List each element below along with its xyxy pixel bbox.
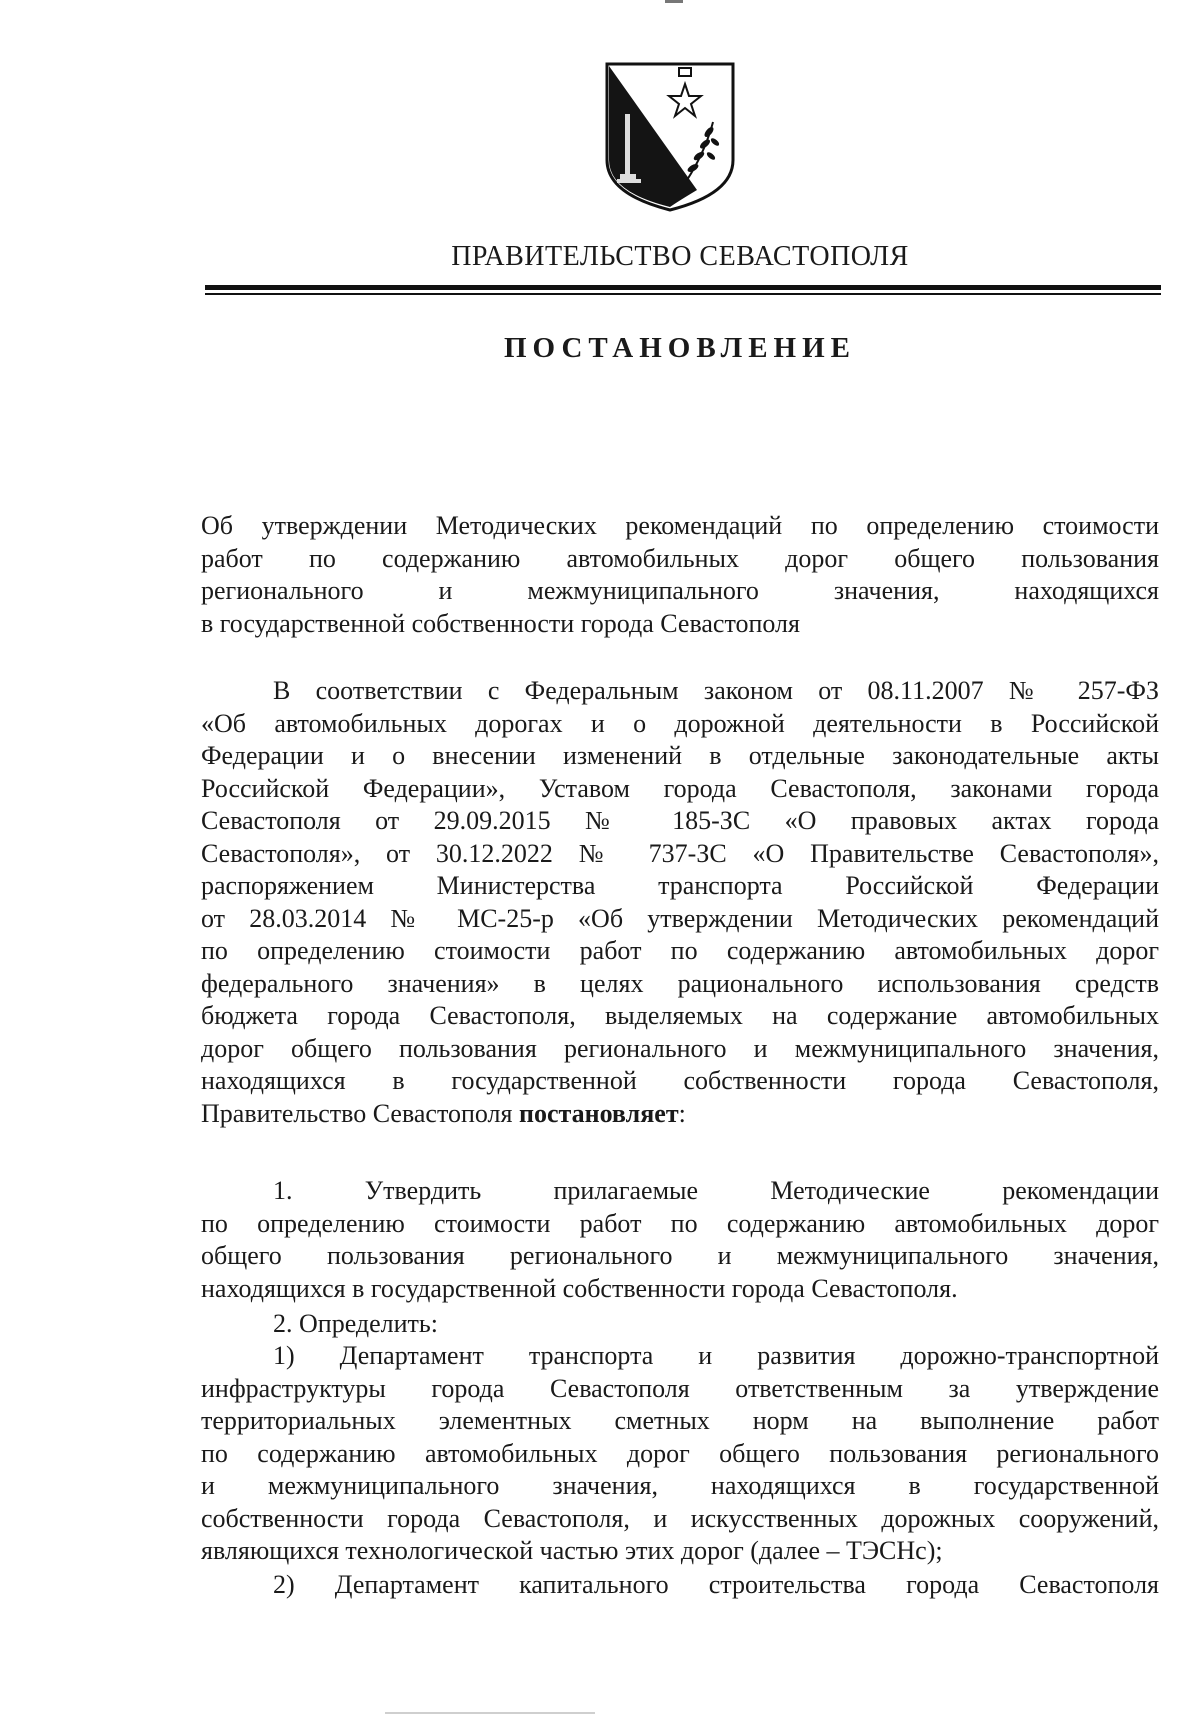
scan-artifact-bottom — [385, 1712, 595, 1714]
preamble-line: В соответствии с Федеральным законом от 08.11.2007 № 257-ФЗ — [273, 676, 1159, 705]
header-divider-thin — [205, 293, 1161, 295]
item-2-sub-1-line: территориальных элементных сметных норм на выполнение работ — [201, 1406, 1159, 1435]
preamble-line: находящихся в государственной собственности города Севастополя, — [201, 1066, 1159, 1095]
preamble-line: от 28.03.2014 № МС-25-р «Об утверждении Методических рекомендаций — [201, 903, 1159, 933]
preamble-line: дорог общего пользования регионального и межмуниципального значения, — [201, 1033, 1159, 1063]
item-2-sub-1-line: и межмуниципального значения, находящихся в государственной — [201, 1471, 1159, 1500]
subject-line: работ по содержанию автомобильных дорог общего пользования — [201, 543, 1159, 573]
preamble-line: Севастополя», от 30.12.2022 № 737-ЗС «О Правительстве Севастополя», — [201, 838, 1159, 868]
scan-artifact-top — [665, 0, 683, 3]
subject-line: регионального и межмуниципального значения, находящихся — [201, 576, 1159, 605]
header-divider-thick — [205, 285, 1161, 290]
subject-line: в государственной собственности города Севастополя — [201, 608, 800, 638]
preamble-line: бюджета города Севастополя, выделяемых на содержание автомобильных — [201, 1001, 1159, 1030]
item-2-sub-1-line: являющихся технологической частью этих дорог (далее – ТЭСНс); — [201, 1536, 943, 1565]
item-2-sub-1-line: 1) Департамент транспорта и развития дорожно-транспортной — [273, 1341, 1159, 1370]
preamble-line: распоряжением Министерства транспорта Российской Федерации — [201, 871, 1159, 900]
preamble-paragraph — [201, 675, 1159, 1130]
preamble-final-text: Правительство Севастополя — [201, 1098, 519, 1128]
document-type-title: ПОСТАНОВЛЕНИЕ — [503, 332, 856, 364]
item-2-heading-block — [201, 1308, 1159, 1341]
preamble-line: по определению стоимости работ по содержанию автомобильных дорог — [201, 936, 1159, 965]
item-2-sub-2-line: 2) Департамент капитального строительства города Севастополя — [273, 1570, 1159, 1599]
preamble-line: «Об автомобильных дорогах и о дорожной деятельности в Российской — [201, 708, 1159, 738]
item-1-line: находящихся в государственной собственности города Севастополя. — [201, 1273, 958, 1303]
resolves-keyword: постановляет — [518, 1098, 679, 1128]
item-1-line: по определению стоимости работ по содержанию автомобильных дорог — [201, 1208, 1159, 1238]
item-1-paragraph — [201, 1175, 1159, 1305]
subject-line: Об утверждении Методических рекомендаций по определению стоимости — [201, 511, 1159, 540]
preamble-final-colon: : — [678, 1098, 686, 1128]
item-2-sub-1-line: собственности города Севастополя, и искусственных дорожных сооружений, — [201, 1503, 1159, 1533]
preamble-line: федерального значения» в целях рационального использования средств — [201, 968, 1159, 998]
preamble-line: Севастополя от 29.09.2015 № 185-ЗС «О правовых актах города — [201, 806, 1159, 835]
item-1-line: 1. Утвердить прилагаемые Методические рекомендации — [273, 1176, 1159, 1205]
item-2-sub-1-paragraph — [201, 1340, 1159, 1568]
item-1-line: общего пользования регионального и межмуниципального значения, — [201, 1241, 1159, 1270]
government-title: ПРАВИТЕЛЬСТВО СЕВАСТОПОЛЯ — [451, 241, 909, 272]
item-2-sub-1-line: инфраструктуры города Севастополя ответственным за утверждение — [201, 1373, 1159, 1403]
item-2-sub-1-line: по содержанию автомобильных дорог общего пользования регионального — [201, 1438, 1159, 1468]
preamble-line: Федерации и о внесении изменений в отдельные законодательные акты — [201, 741, 1159, 770]
preamble-final-line — [201, 1098, 1159, 1131]
sevastopol-coat-of-arms-icon — [605, 62, 735, 212]
document-subject — [201, 510, 1159, 640]
preamble-line: Российской Федерации», Уставом города Севастополя, законами города — [201, 773, 1159, 803]
item-2-sub-2-paragraph — [201, 1569, 1159, 1602]
item-2-heading: 2. Определить: — [273, 1309, 438, 1338]
